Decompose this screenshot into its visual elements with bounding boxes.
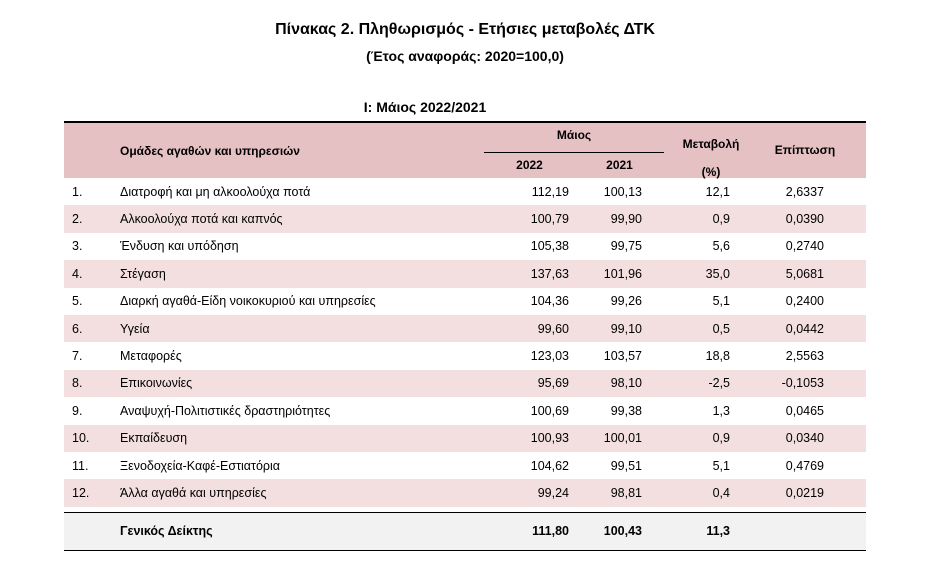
row-change: 0,9 <box>712 431 730 446</box>
row-change: 5,1 <box>712 458 730 473</box>
total-change: 11,3 <box>706 524 730 539</box>
table-row <box>64 178 866 205</box>
row-impact: 0,0390 <box>785 212 824 227</box>
row-label: Ξενοδοχεία-Καφέ-Εστιατόρια <box>120 458 281 473</box>
row-number: 3. <box>72 239 83 254</box>
row-change: 0,9 <box>712 212 730 227</box>
table-row <box>64 260 866 287</box>
total-value-2022: 111,80 <box>532 524 569 539</box>
header-groups: Ομάδες αγαθών και υπηρεσιών <box>120 144 300 158</box>
row-impact: 2,5563 <box>785 349 824 364</box>
row-number: 2. <box>72 212 83 227</box>
row-change: 0,5 <box>712 321 730 336</box>
section-heading <box>0 98 850 116</box>
row-value-2022: 95,69 <box>537 376 569 391</box>
total-label: Γενικός Δείκτης <box>120 524 213 539</box>
table-row <box>64 205 866 232</box>
row-number: 8. <box>72 376 83 391</box>
row-change: 5,6 <box>712 239 730 254</box>
row-label: Αναψυχή-Πολιτιστικές δραστηριότητες <box>120 403 331 418</box>
row-label: Εκπαίδευση <box>120 431 188 446</box>
header-year-2022: 2022 <box>516 158 543 172</box>
row-value-2021: 103,57 <box>603 349 642 364</box>
row-value-2021: 99,90 <box>610 212 642 227</box>
table-header <box>64 123 866 178</box>
row-number: 5. <box>72 294 83 309</box>
row-number: 11. <box>72 458 89 473</box>
row-change: 18,8 <box>705 349 730 364</box>
table-row <box>64 315 866 342</box>
row-impact: 0,4769 <box>785 458 824 473</box>
row-value-2021: 101,96 <box>603 266 642 281</box>
row-value-2022: 104,62 <box>530 458 569 473</box>
row-label: Μεταφορές <box>120 349 182 364</box>
row-value-2022: 99,24 <box>537 485 569 500</box>
table-row <box>64 370 866 397</box>
row-label: Διατροφή και μη αλκοολούχα ποτά <box>120 184 311 199</box>
row-impact: 0,0465 <box>785 403 824 418</box>
row-value-2021: 98,10 <box>610 376 642 391</box>
header-change-label: Μεταβολή <box>682 137 740 151</box>
row-value-2021: 99,75 <box>610 239 642 254</box>
row-impact: 0,2400 <box>785 294 824 309</box>
table-subtitle: (Έτος αναφοράς: 2020=100,0) <box>366 48 564 64</box>
table-title: Πίνακας 2. Πληθωρισμός - Ετήσιες μεταβολές ΔΤΚ <box>275 21 655 38</box>
row-impact: 5,0681 <box>785 266 824 281</box>
table-row <box>64 452 866 479</box>
row-label: Άλλα αγαθά και υπηρεσίες <box>120 485 267 500</box>
row-number: 7. <box>72 349 83 364</box>
row-label: Ένδυση και υπόδηση <box>120 239 239 254</box>
table-row <box>64 288 866 315</box>
row-value-2021: 99,10 <box>610 321 642 336</box>
row-value-2021: 98,81 <box>610 485 642 500</box>
row-value-2022: 100,79 <box>530 212 569 227</box>
row-change: 12,1 <box>705 184 730 199</box>
row-value-2022: 123,03 <box>530 349 569 364</box>
row-value-2021: 100,01 <box>603 431 642 446</box>
row-value-2022: 137,63 <box>530 266 569 281</box>
row-impact: 0,2740 <box>785 239 824 254</box>
row-change: 5,1 <box>712 294 730 309</box>
row-value-2021: 99,51 <box>610 458 642 473</box>
cpi-table <box>64 121 866 551</box>
row-label: Επικοινωνίες <box>120 376 193 391</box>
row-change: 35,0 <box>705 266 730 281</box>
row-impact: 0,0442 <box>785 321 824 336</box>
table-row <box>64 425 866 452</box>
row-number: 9. <box>72 403 83 418</box>
row-change: 0,4 <box>712 485 730 500</box>
total-value-2021: 100,43 <box>603 524 642 539</box>
row-change: 1,3 <box>712 403 730 418</box>
row-number: 1. <box>72 184 83 199</box>
row-value-2021: 100,13 <box>603 184 642 199</box>
table-body <box>64 178 866 507</box>
row-value-2022: 105,38 <box>530 239 569 254</box>
row-impact: -0,1053 <box>781 376 824 391</box>
row-value-2022: 99,60 <box>537 321 569 336</box>
table-row <box>64 397 866 424</box>
row-label: Στέγαση <box>120 266 166 281</box>
row-value-2021: 99,26 <box>610 294 642 309</box>
row-label: Διαρκή αγαθά-Είδη νοικοκυριού και υπηρεσίες <box>120 294 376 309</box>
row-number: 12. <box>72 485 90 500</box>
total-row <box>64 512 866 551</box>
row-impact: 0,0219 <box>785 485 824 500</box>
table-row <box>64 342 866 369</box>
row-change: -2,5 <box>708 376 730 391</box>
header-impact: Επίπτωση <box>774 143 836 157</box>
header-change-unit: (%) <box>701 165 721 179</box>
header-month-rule <box>484 152 664 153</box>
row-value-2022: 104,36 <box>530 294 569 309</box>
row-value-2022: 100,93 <box>530 431 569 446</box>
section-heading-text: Ι: Μάιος 2022/2021 <box>363 99 487 115</box>
row-number: 10. <box>72 431 90 446</box>
row-value-2022: 100,69 <box>530 403 569 418</box>
row-label: Υγεία <box>120 321 150 336</box>
row-impact: 0,0340 <box>785 431 824 446</box>
header-year-2021: 2021 <box>606 158 633 172</box>
row-number: 6. <box>72 321 83 336</box>
table-row <box>64 233 866 260</box>
row-label: Αλκοολούχα ποτά και καπνός <box>120 212 283 227</box>
row-number: 4. <box>72 266 83 281</box>
header-month: Μάιος <box>556 128 592 142</box>
row-value-2021: 99,38 <box>610 403 642 418</box>
table-row <box>64 479 866 506</box>
row-value-2022: 112,19 <box>531 184 569 199</box>
row-impact: 2,6337 <box>785 184 824 199</box>
